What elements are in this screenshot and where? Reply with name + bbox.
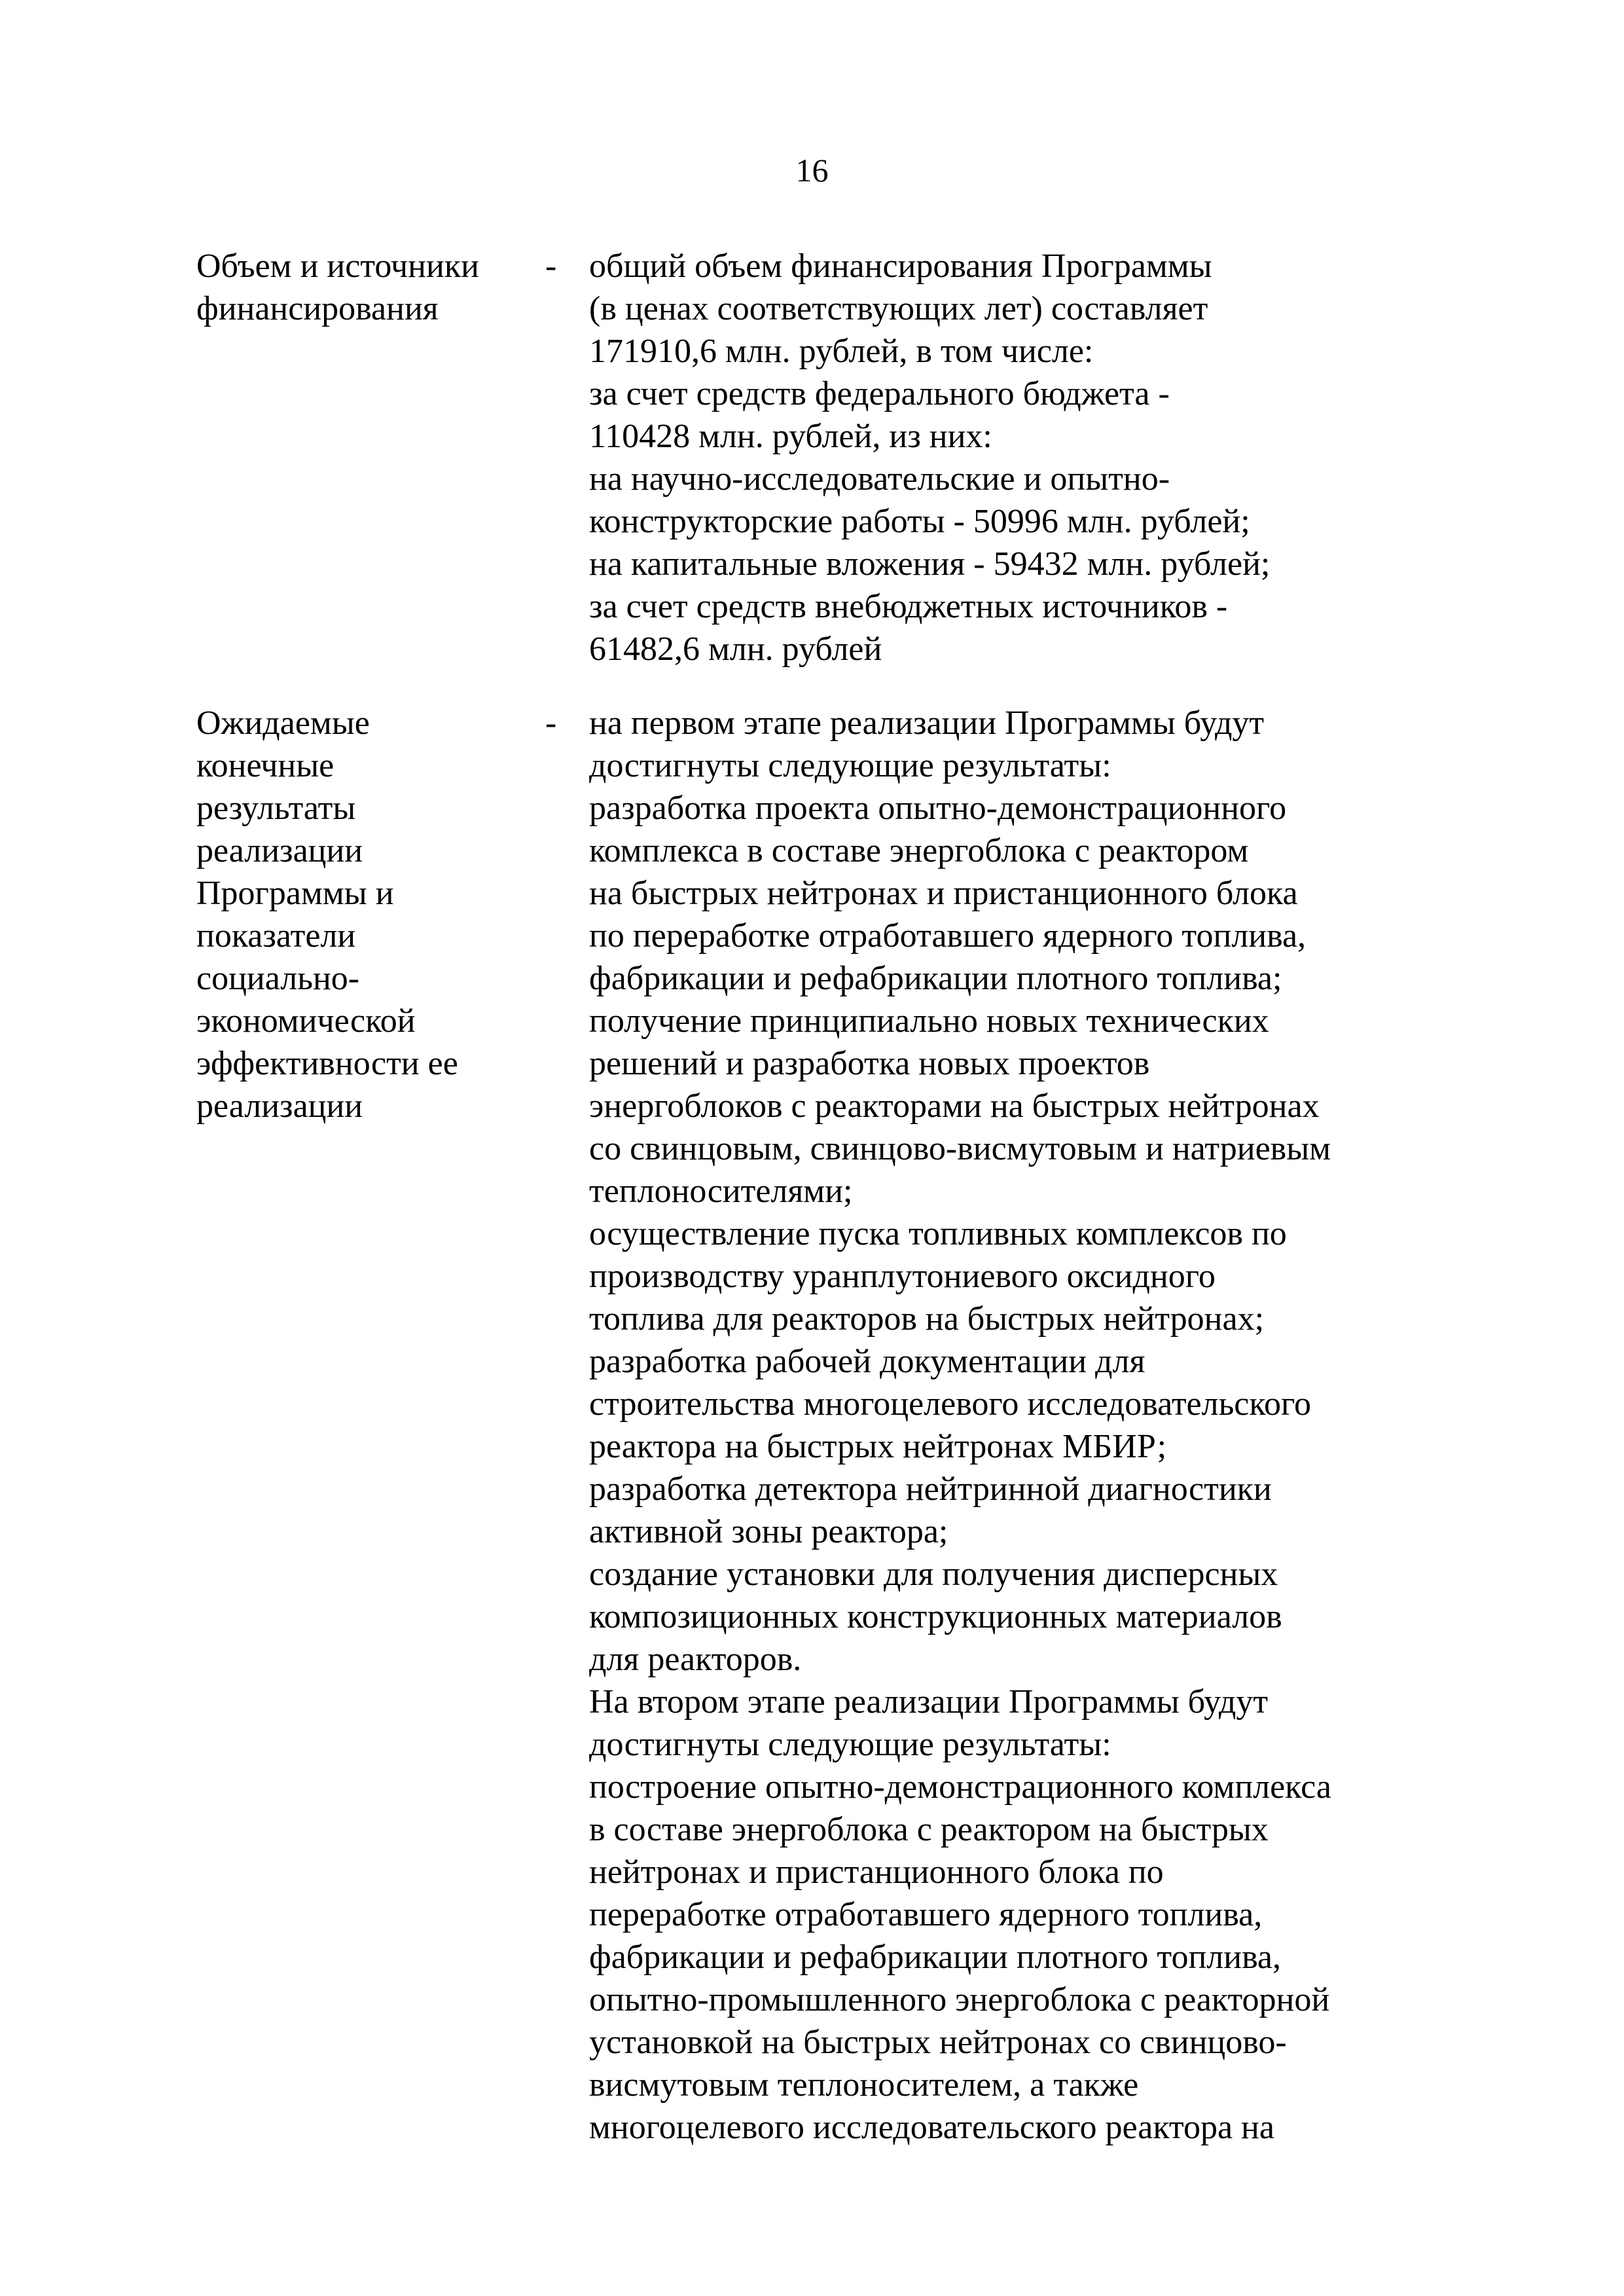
content-line: опытно-промышленного энергоблока с реакторной [589, 1981, 1330, 2018]
content-line: производству уранплутониевого оксидного [589, 1258, 1216, 1295]
content-line: установкой на быстрых нейтронах со свинцово- [589, 2024, 1287, 2061]
content-line: конструкторские работы - 50996 млн. рублей; [589, 503, 1250, 540]
dash-separator: - [545, 704, 557, 742]
content-line: 110428 млн. рублей, из них: [589, 418, 992, 455]
content-line: разработка проекта опытно-демонстрационного [589, 790, 1287, 827]
label-line: финансирования [196, 290, 439, 327]
label-line: экономической [196, 1002, 416, 1040]
content-line: решений и разработка новых проектов [589, 1045, 1150, 1082]
content-line: осуществление пуска топливных комплексов по [589, 1215, 1287, 1252]
content-line: для реакторов. [589, 1641, 802, 1678]
content-line: за счет средств федерального бюджета - [589, 375, 1170, 412]
financing-label [196, 245, 537, 330]
content-line: достигнуты следующие результаты: [589, 747, 1111, 784]
label-line: Объем и источники [196, 247, 479, 285]
content-line: создание установки для получения дисперсных [589, 1556, 1278, 1593]
content-line: на быстрых нейтронах и пристанционного блока [589, 875, 1298, 912]
content-line: фабрикации и рефабрикации плотного топлива, [589, 1939, 1282, 1976]
content-line: в составе энергоблока с реактором на быстрых [589, 1811, 1269, 1848]
content-line: достигнуты следующие результаты: [589, 1726, 1111, 1763]
content-line: 61482,6 млн. рублей [589, 630, 882, 668]
content-line: многоцелевого исследовательского реактора на [589, 2109, 1274, 2146]
label-line: Программы и [196, 875, 394, 912]
content-line: общий объем финансирования Программы [589, 247, 1212, 285]
content-line: теплоносителями; [589, 1173, 853, 1210]
content-line: 171910,6 млн. рублей, в том числе: [589, 333, 1094, 370]
content-line: нейтронах и пристанционного блока по [589, 1853, 1164, 1891]
content-line: энергоблоков с реакторами на быстрых нейтронах [589, 1087, 1320, 1125]
content-line: разработка рабочей документации для [589, 1343, 1146, 1380]
label-line: реализации [196, 1087, 363, 1125]
content-line: фабрикации и рефабрикации плотного топлива; [589, 960, 1282, 997]
content-line: со свинцовым, свинцово-висмутовым и натриевым [589, 1130, 1331, 1167]
label-line: показатели [196, 917, 356, 955]
page-number: 16 [795, 152, 829, 189]
content-line: по переработке отработавшего ядерного топлива, [589, 917, 1307, 955]
content-line: строительства многоцелевого исследовательского [589, 1385, 1312, 1423]
label-line: Ожидаемые [196, 704, 370, 742]
content-line: получение принципиально новых технических [589, 1002, 1269, 1040]
content-line: активной зоны реактора; [589, 1513, 948, 1550]
label-line: реализации [196, 832, 363, 869]
dash-separator: - [545, 247, 557, 285]
content-line: переработке отработавшего ядерного топлива, [589, 1896, 1263, 1933]
expected-results-content [589, 702, 1453, 2149]
label-line: конечные [196, 747, 334, 784]
label-line: эффективности ее [196, 1045, 458, 1082]
content-line: На втором этапе реализации Программы будут [589, 1683, 1269, 1721]
content-line: на научно-исследовательские и опытно- [589, 460, 1170, 498]
content-line: висмутовым теплоносителем, а также [589, 2066, 1139, 2104]
content-line: разработка детектора нейтринной диагностики [589, 1470, 1272, 1508]
label-line: результаты [196, 790, 356, 827]
label-line: социально- [196, 960, 360, 997]
content-line: топлива для реакторов на быстрых нейтронах; [589, 1300, 1265, 1338]
content-line: построение опытно-демонстрационного комплекса [589, 1768, 1331, 1806]
content-line: на первом этапе реализации Программы будут [589, 704, 1265, 742]
content-line: на капитальные вложения - 59432 млн. рублей; [589, 545, 1271, 583]
content-line: (в ценах соответствующих лет) составляет [589, 290, 1208, 327]
content-line: за счет средств внебюджетных источников - [589, 588, 1228, 625]
expected-results-label [196, 702, 537, 1127]
content-line: композиционных конструкционных материалов [589, 1598, 1282, 1635]
content-line: реактора на быстрых нейтронах МБИР; [589, 1428, 1167, 1465]
content-line: комплекса в составе энергоблока с реактором [589, 832, 1249, 869]
financing-content [589, 245, 1453, 670]
